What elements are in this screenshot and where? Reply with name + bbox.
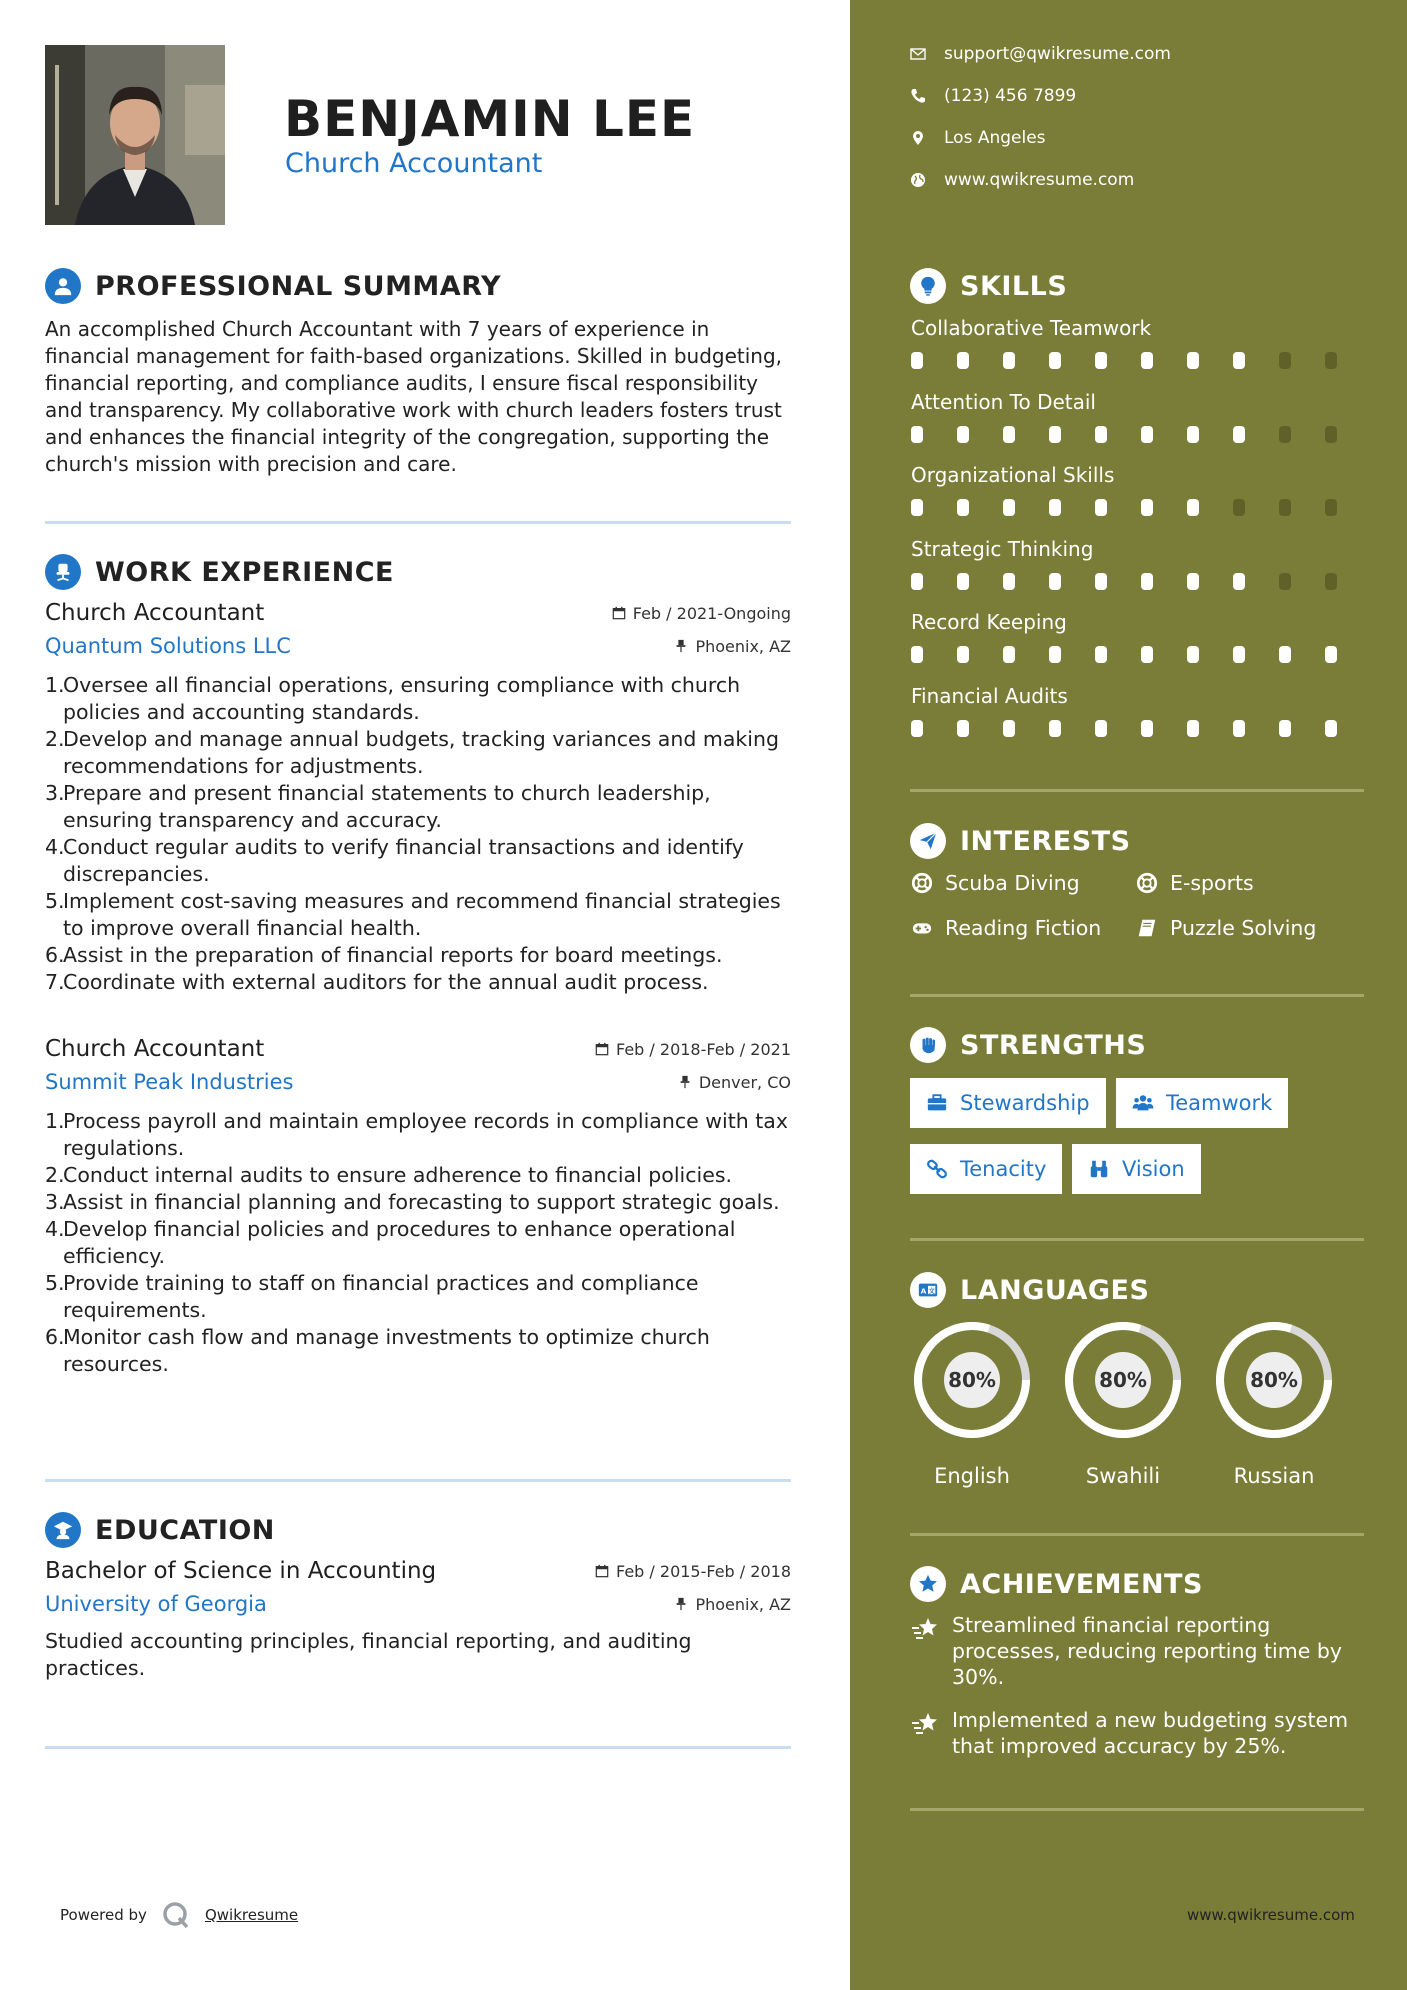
education-section-header [45, 1512, 275, 1548]
map-marker-icon [910, 130, 926, 146]
skill-rating-dot [1187, 646, 1199, 663]
skill-rating-dot [1003, 646, 1015, 663]
language-name: Swahili [1085, 1464, 1161, 1488]
interest-label: Reading Fiction [945, 916, 1102, 940]
binoculars-icon [1088, 1158, 1110, 1180]
skill-rating-dot [911, 573, 923, 590]
calendar-icon [595, 1042, 609, 1056]
skill-rating-dot [1095, 646, 1107, 663]
skill-rating-dot [1141, 352, 1153, 369]
strength-label: Teamwork [1166, 1091, 1273, 1115]
skill-item [911, 684, 1371, 737]
skill-rating-dot [1325, 573, 1337, 590]
contact-website-text: www.qwikresume.com [944, 170, 1135, 190]
skill-rating-dot [1003, 573, 1015, 590]
summary-section-header [45, 268, 501, 304]
skill-rating-dot [1279, 499, 1291, 516]
skill-rating-dot [1233, 646, 1245, 663]
skill-rating-dot [957, 352, 969, 369]
language-percent: 80% [1099, 1368, 1147, 1392]
skill-rating-dot [911, 646, 923, 663]
interest-item [1136, 871, 1254, 895]
achievement-item [910, 1612, 1370, 1690]
phone-icon [910, 88, 926, 104]
skill-rating-dot [1095, 426, 1107, 443]
skill-rating-dot [911, 426, 923, 443]
divider [45, 1746, 791, 1749]
skill-rating-dot [1187, 426, 1199, 443]
skill-name: Strategic Thinking [911, 537, 1094, 561]
skill-name: Record Keeping [911, 610, 1067, 634]
education-dates [595, 1562, 791, 1581]
job-location-text: Phoenix, AZ [695, 636, 791, 656]
language-progress-ring [1212, 1318, 1336, 1442]
skill-rating-dot [1049, 573, 1061, 590]
skills-section-header [910, 268, 1067, 304]
interest-item [911, 871, 1080, 895]
skill-rating-dot [1233, 426, 1245, 443]
strength-label: Stewardship [960, 1091, 1090, 1115]
skill-rating-dot [1141, 499, 1153, 516]
divider [45, 521, 791, 524]
achievements-heading: ACHIEVEMENTS [960, 1568, 1203, 1600]
list-item: 7. Coordinate with external auditors for the annual audit process. [45, 970, 709, 994]
language-item [910, 1318, 1034, 1488]
link-icon [926, 1158, 948, 1180]
language-item [1212, 1318, 1336, 1488]
skill-item [911, 537, 1371, 590]
skill-name: Financial Audits [911, 684, 1068, 708]
job-company: Summit Peak Industries [45, 1070, 294, 1094]
language-percent: 80% [948, 1368, 996, 1392]
contact-email-text: support@qwikresume.com [944, 44, 1171, 64]
interest-label: Puzzle Solving [1170, 916, 1317, 940]
shooting-star-icon [910, 1614, 940, 1644]
list-item: 1. Oversee all financial operations, ensuring compliance with church policies and accounting standards. [45, 673, 741, 724]
contact-phone-text: (123) 456 7899 [944, 86, 1077, 106]
education-dates-text: Feb / 2015-Feb / 2018 [616, 1561, 791, 1581]
list-item: 3. Assist in financial planning and forecasting to support strategic goals. [45, 1190, 780, 1214]
skill-rating-dot [1095, 499, 1107, 516]
strength-tag [1116, 1078, 1288, 1128]
skill-rating-dot [1325, 720, 1337, 737]
lightbulb-icon [910, 268, 946, 304]
job-entry [45, 1036, 791, 1378]
job-dates [612, 604, 791, 623]
skill-rating [911, 720, 1371, 737]
school: University of Georgia [45, 1592, 267, 1616]
skill-rating-dot [1325, 352, 1337, 369]
job-location [678, 1073, 791, 1092]
skill-rating-dot [1049, 499, 1061, 516]
skill-rating-dot [1233, 720, 1245, 737]
skill-rating-dot [911, 720, 923, 737]
education-entry [45, 1558, 791, 1682]
job-location [674, 637, 791, 656]
skill-rating-dot [1279, 352, 1291, 369]
skill-rating-dot [957, 720, 969, 737]
svg-text:A: A [920, 1286, 927, 1296]
degree: Bachelor of Science in Accounting [45, 1558, 437, 1584]
svg-text:文: 文 [928, 1286, 935, 1295]
list-item: 4. Conduct regular audits to verify financial transactions and identify discrepancies. [45, 835, 744, 886]
list-item: 6. Monitor cash flow and manage investments to optimize church resources. [45, 1325, 710, 1376]
strength-tag [910, 1144, 1062, 1194]
skill-rating-dot [911, 499, 923, 516]
skill-rating-dot [1095, 720, 1107, 737]
job-location-text: Denver, CO [698, 1072, 791, 1092]
summary-heading: PROFESSIONAL SUMMARY [95, 270, 502, 302]
skill-rating-dot [1325, 499, 1337, 516]
language-name: English [934, 1464, 1010, 1488]
office-chair-icon [45, 554, 81, 590]
interests-section-header [910, 823, 1131, 859]
candidate-title: Church Accountant [285, 148, 543, 179]
skill-rating-dot [1049, 720, 1061, 737]
interest-label: Scuba Diving [945, 871, 1080, 895]
job-title: Church Accountant [45, 600, 265, 626]
profile-photo [45, 45, 225, 225]
candidate-name: BENJAMIN LEE [284, 90, 696, 148]
calendar-icon [595, 1564, 609, 1578]
skill-item [911, 463, 1371, 516]
divider [910, 1238, 1364, 1241]
skill-rating-dot [1325, 426, 1337, 443]
list-item: 2. Develop and manage annual budgets, tracking variances and making recommendations for adjustments. [45, 727, 779, 778]
strength-label: Vision [1122, 1157, 1185, 1181]
skill-rating-dot [1187, 499, 1199, 516]
skill-rating-dot [957, 646, 969, 663]
skill-rating-dot [1279, 426, 1291, 443]
lifebuoy-icon [1136, 872, 1158, 894]
footer-website[interactable]: www.qwikresume.com [1187, 1906, 1355, 1924]
qwikresume-link[interactable]: Qwikresume [204, 1906, 299, 1924]
divider [45, 1479, 791, 1482]
pin-icon [674, 639, 688, 653]
paper-plane-icon [910, 823, 946, 859]
skill-rating-dot [1003, 426, 1015, 443]
job-bullets [45, 1108, 791, 1378]
contact-location-text: Los Angeles [944, 128, 1046, 148]
strengths-heading: STRENGTHS [960, 1029, 1147, 1061]
divider [910, 1808, 1364, 1811]
graduate-icon [45, 1512, 81, 1548]
strengths-section-header [910, 1027, 1146, 1063]
achievement-text: Implemented a new budgeting system that improved accuracy by 25%. [952, 1708, 1349, 1758]
globe-icon [910, 172, 926, 188]
divider [910, 994, 1364, 997]
education-location-text: Phoenix, AZ [695, 1594, 791, 1614]
skills-heading: SKILLS [960, 270, 1068, 302]
job-company: Quantum Solutions LLC [45, 634, 291, 658]
skill-rating-dot [1233, 352, 1245, 369]
contact-location [910, 128, 1046, 148]
contact-phone[interactable] [910, 86, 1076, 106]
skill-rating-dot [1279, 646, 1291, 663]
skill-name: Collaborative Teamwork [911, 316, 1152, 340]
skill-rating-dot [1187, 573, 1199, 590]
shooting-star-icon [910, 1709, 940, 1739]
list-item: 3. Prepare and present financial statements to church leadership, ensuring transparency and accuracy. [45, 781, 711, 832]
divider [910, 1533, 1364, 1536]
contact-website[interactable] [910, 170, 1134, 190]
skill-rating-dot [957, 499, 969, 516]
list-item: 4. Develop financial policies and procedures to enhance operational efficiency. [45, 1217, 736, 1268]
pin-icon [674, 1597, 688, 1611]
envelope-icon [910, 46, 926, 62]
skill-rating-dot [1187, 720, 1199, 737]
experience-section-header [45, 554, 394, 590]
skill-rating-dot [1095, 352, 1107, 369]
interest-item [1136, 916, 1316, 940]
skill-rating [911, 352, 1371, 369]
interest-item [911, 916, 1101, 940]
skill-rating [911, 426, 1371, 443]
skill-rating [911, 646, 1371, 663]
language-item [1061, 1318, 1185, 1488]
skill-rating-dot [911, 352, 923, 369]
lifebuoy-icon [911, 872, 933, 894]
book-icon [1136, 917, 1158, 939]
powered-by-label: Powered by [60, 1906, 147, 1924]
skill-rating [911, 573, 1371, 590]
skill-rating-dot [1141, 646, 1153, 663]
skill-rating-dot [1141, 573, 1153, 590]
job-title: Church Accountant [45, 1036, 265, 1062]
language-progress-ring [910, 1318, 1034, 1442]
skill-rating-dot [1095, 573, 1107, 590]
skill-name: Organizational Skills [911, 463, 1115, 487]
summary-text: An accomplished Church Accountant with 7 years of experience in financial management for faith-based organizations. Skilled in budgeting, financial reporting, and compliance audits, I ensure fiscal responsibility and transparency. My collaborative work with church leaders fosters trust and enhances the financial integrity of the congregation, supporting the church's mission with precision and care. [45, 317, 783, 476]
skill-item [911, 390, 1371, 443]
language-name: Russian [1233, 1464, 1315, 1488]
skill-rating-dot [1233, 573, 1245, 590]
languages-section-header [910, 1272, 1149, 1308]
strength-label: Tenacity [960, 1157, 1047, 1181]
divider [910, 789, 1364, 792]
language-percent: 80% [1250, 1368, 1298, 1392]
strength-tag [1072, 1144, 1201, 1194]
list-item: 1. Process payroll and maintain employee records in compliance with tax regulations. [45, 1109, 788, 1160]
interest-label: E-sports [1170, 871, 1254, 895]
gamepad-icon [911, 917, 933, 939]
interests-heading: INTERESTS [960, 825, 1131, 857]
achievements-section-header [910, 1566, 1203, 1602]
skill-rating-dot [957, 426, 969, 443]
star-badge-icon [910, 1566, 946, 1602]
users-icon [1132, 1092, 1154, 1114]
list-item: 5. Provide training to staff on financial practices and compliance requirements. [45, 1271, 699, 1322]
skill-rating-dot [957, 573, 969, 590]
skill-rating-dot [1325, 646, 1337, 663]
skill-rating [911, 499, 1371, 516]
skill-rating-dot [1141, 720, 1153, 737]
skill-item [911, 610, 1371, 663]
qwikresume-logo-icon [161, 1900, 191, 1930]
skill-rating-dot [1279, 720, 1291, 737]
job-dates-text: Feb / 2018-Feb / 2021 [616, 1039, 791, 1059]
education-heading: EDUCATION [95, 1514, 275, 1546]
powered-by [60, 1900, 298, 1930]
list-item: 6. Assist in the preparation of financial reports for board meetings. [45, 943, 723, 967]
skill-rating-dot [1233, 499, 1245, 516]
job-entry [45, 600, 791, 996]
job-dates [595, 1040, 791, 1059]
contact-email[interactable] [910, 44, 1171, 64]
skill-name: Attention To Detail [911, 390, 1096, 414]
skill-rating-dot [1003, 499, 1015, 516]
pin-icon [678, 1075, 692, 1089]
briefcase-icon [926, 1092, 948, 1114]
skill-item [911, 316, 1371, 369]
language-progress-ring [1061, 1318, 1185, 1442]
skill-rating-dot [1049, 426, 1061, 443]
user-icon [45, 268, 81, 304]
list-item: 2. Conduct internal audits to ensure adherence to financial policies. [45, 1163, 733, 1187]
experience-heading: WORK EXPERIENCE [95, 556, 394, 588]
skill-rating-dot [1049, 352, 1061, 369]
job-dates-text: Feb / 2021-Ongoing [632, 603, 791, 623]
languages-heading: LANGUAGES [960, 1274, 1150, 1306]
achievement-item [910, 1707, 1370, 1759]
calendar-icon [612, 606, 626, 620]
skill-rating-dot [1279, 573, 1291, 590]
skill-rating-dot [1003, 720, 1015, 737]
translate-icon [910, 1272, 946, 1308]
skill-rating-dot [1049, 646, 1061, 663]
skill-rating-dot [1141, 426, 1153, 443]
education-location [674, 1595, 791, 1614]
skill-rating-dot [1187, 352, 1199, 369]
job-bullets [45, 672, 791, 996]
education-description: Studied accounting principles, financial reporting, and auditing practices. [45, 1629, 692, 1680]
list-item: 5. Implement cost-saving measures and recommend financial strategies to improve overall financial health. [45, 889, 781, 940]
fist-icon [910, 1027, 946, 1063]
strength-tag [910, 1078, 1106, 1128]
achievement-text: Streamlined financial reporting processes, reducing reporting time by 30%. [952, 1613, 1342, 1689]
skill-rating-dot [1003, 352, 1015, 369]
